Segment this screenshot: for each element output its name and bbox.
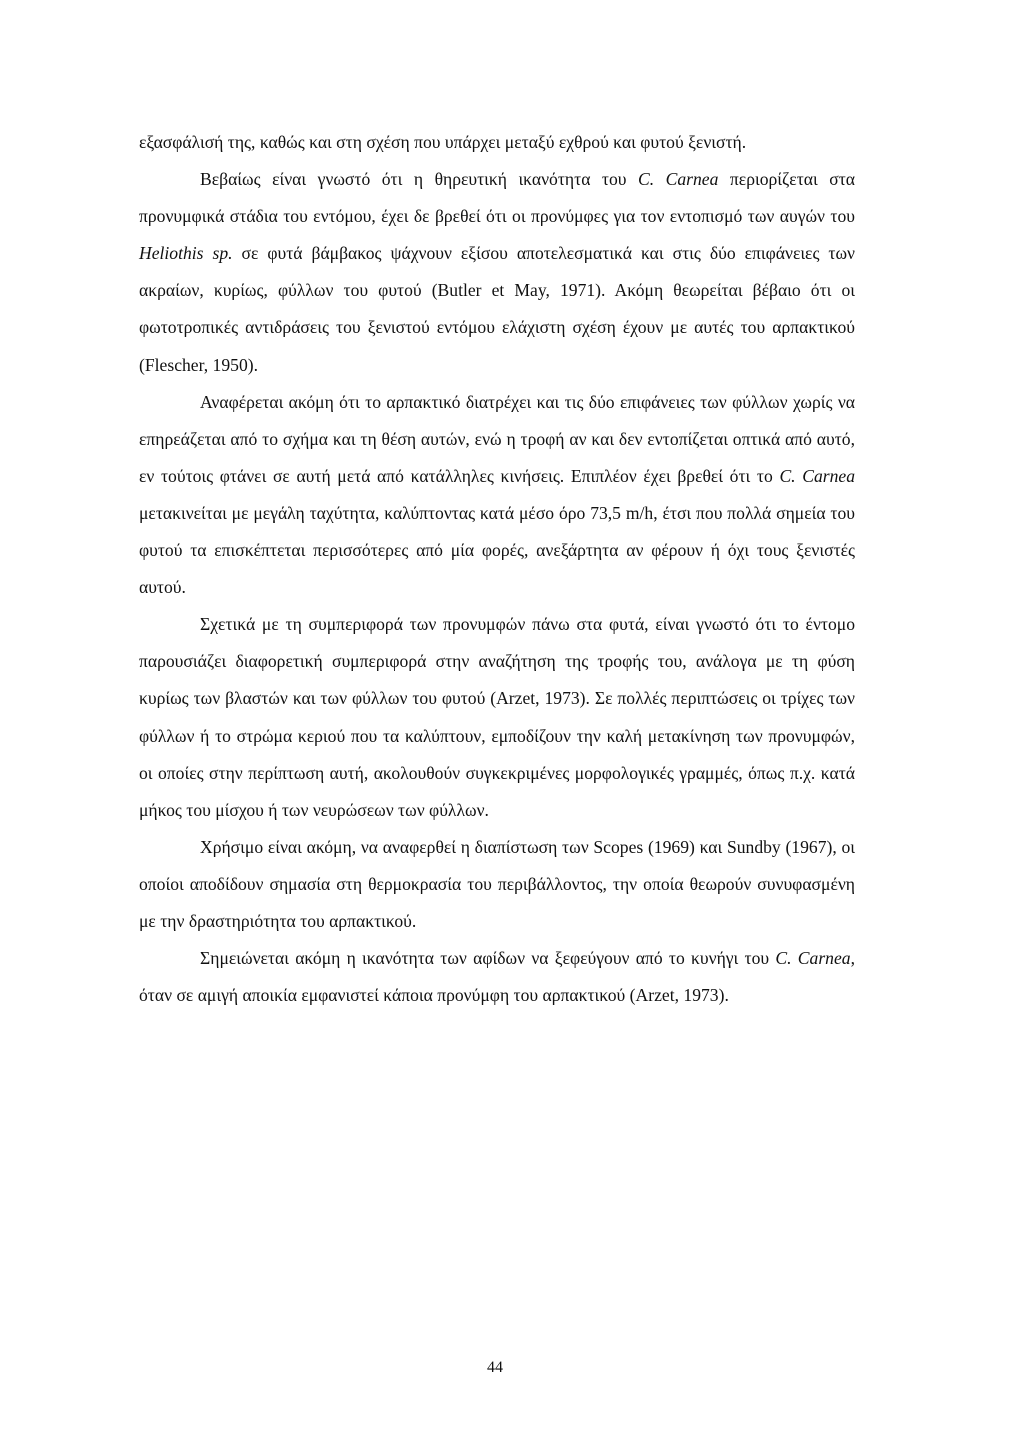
text-run: Χρήσιμο είναι ακόμη, να αναφερθεί η διαπίστωση των Scopes (1969) και Sundby (1967), οι οποίοι αποδίδουν σημασία στη θερμοκρασία του περιβάλλοντος, την οποία θεωρούν συνυφασμένη με την δραστηριότητα του αρπακτικού. — [139, 836, 855, 931]
paragraph — [139, 829, 855, 940]
paragraph — [139, 940, 855, 1014]
text-run: σε φυτά βάμβακος ψάχνουν εξίσου αποτελεσματικά και στις δύο επιφάνειες των ακραίων, κυρίως, φύλλων του φυτού (Butler et May, 1971). Ακόμη θεωρείται βέβαιο ότι οι φωτοτροπικές αντιδράσεις του ξενιστού εντόμου ελάχιστη σχέση έχουν με αυτές του αρπακτικού (Flescher, 1950). — [139, 243, 855, 375]
italic-text: C. Carnea — [638, 169, 719, 190]
text-run: περιορίζεται στα προνυμφικά στάδια του εντόμου, έχει δε βρεθεί ότι οι προνύμφες για τον εντοπισμό των αυγών του — [139, 169, 855, 227]
paragraph — [139, 161, 855, 384]
paragraph — [139, 124, 855, 161]
text-run: μετακινείται με μεγάλη ταχύτητα, καλύπτοντας κατά μέσο όρο 73,5 m/h, έτσι που πολλά σημεία του φυτού τα επισκέπτεται περισσότερες από μία φορές, ανεξάρτητα αν φέρουν ή όχι τους ξενιστές αυτού. — [139, 502, 855, 598]
text-run: Βεβαίως είναι γνωστό ότι η θηρευτική ικανότητα του — [200, 169, 638, 190]
text-run: εξασφάλισή της, καθώς και στη σχέση που υπάρχει μεταξύ εχθρού και φυτού ξενιστή. — [139, 132, 747, 152]
text-run: Σημειώνεται ακόμη η ικανότητα των αφίδων να ξεφεύγουν από το κυνήγι του — [200, 948, 776, 969]
text-run: Αναφέρεται ακόμη ότι το αρπακτικό διατρέχει και τις δύο επιφάνειες των φύλλων χωρίς να επηρεάζεται από το σχήμα και τη θέση αυτών, ενώ η τροφή αν και δεν εντοπίζεται οπτικά από αυτό, εν τούτοις φτάνει σε αυτή μετά από κατάλληλες κινήσεις. Επιπλέον έχει βρεθεί ότι το — [139, 391, 855, 486]
text-run: Σχετικά με τη συμπεριφορά των προνυμφών πάνω στα φυτά, είναι γνωστό ότι το έντομο παρουσιάζει διαφορετική συμπεριφορά στην αναζήτηση της τροφής του, ανάλογα με τη φύση κυρίως των βλαστών και των φύλλων του φυτού (Arzet, 1973). Σε πολλές περιπτώσεις οι τρίχες των φύλλων ή το στρώμα κεριού που τα καλύπτουν, εμποδίζουν την καλή μετακίνηση των προνυμφών, οι οποίες στην περίπτωση αυτή, ακολουθούν συγκεκριμένες μορφολογικές γραμμές, όπως π.χ. κατά μήκος του μίσχου ή των νευρώσεων των φύλλων. — [139, 614, 855, 820]
italic-text: C. Carnea — [779, 465, 855, 486]
page-number: 44 — [487, 1359, 503, 1376]
italic-text: Heliothis sp. — [139, 243, 233, 264]
paragraph — [139, 606, 855, 829]
text-run: , όταν σε αμιγή αποικία εμφανιστεί κάποια προνύμφη του αρπακτικού (Arzet, 1973). — [139, 948, 855, 1006]
paragraph — [139, 384, 855, 607]
body-text — [139, 124, 855, 1014]
italic-text: C. Carnea — [775, 948, 851, 969]
